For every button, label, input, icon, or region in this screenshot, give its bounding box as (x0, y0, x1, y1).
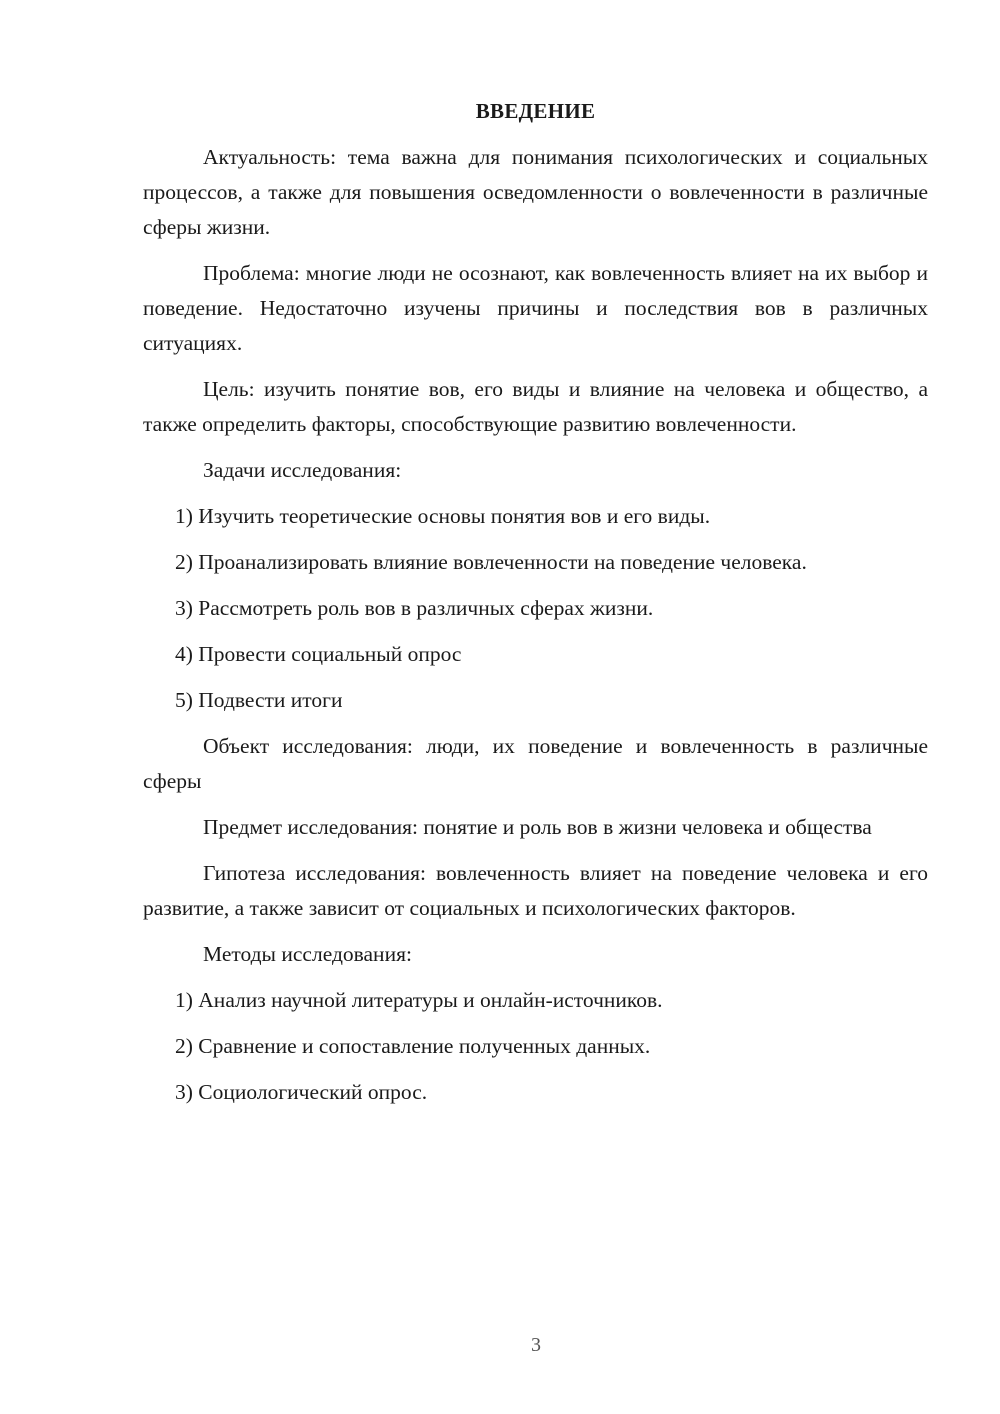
task-item: 2) Проанализировать влияние вовлеченности на поведение человека. (175, 550, 807, 574)
task-item: 4) Провести социальный опрос (175, 642, 462, 666)
task-item: 3) Рассмотреть роль вов в различных сферах жизни. (175, 596, 654, 620)
relevance-paragraph: Актуальность: тема важна для понимания психологических и социальных процессов, а также для повышения осведомленности о вовлеченности в различные сферы жизни. (143, 145, 928, 239)
section-title: ВВЕДЕНИЕ (475, 99, 596, 123)
object-paragraph: Объект исследования: люди, их поведение и вовлеченность в различные сферы (143, 734, 928, 793)
task-item: 5) Подвести итоги (175, 688, 343, 712)
task-item: 1) Изучить теоретические основы понятия вов и его виды. (175, 504, 711, 528)
methods-list (143, 983, 928, 1110)
hypothesis-paragraph: Гипотеза исследования: вовлеченность влияет на поведение человека и его развитие, а также зависит от социальных и психологических факторов. (143, 861, 928, 920)
tasks-heading: Задачи исследования: (203, 458, 402, 482)
method-item: 2) Сравнение и сопоставление полученных данных. (175, 1034, 651, 1058)
goal-paragraph: Цель: изучить понятие вов, его виды и влияние на человека и общество, а также определить факторы, способствующие развитию вовлеченности. (143, 377, 928, 436)
subject-paragraph: Предмет исследования: понятие и роль вов в жизни человека и общества (203, 815, 872, 839)
method-item: 3) Социологический опрос. (175, 1080, 428, 1104)
problem-paragraph: Проблема: многие люди не осознают, как вовлеченность влияет на их выбор и поведение. Недостаточно изучены причины и последствия вов в различных ситуациях. (143, 261, 928, 355)
page-number: 3 (531, 1334, 541, 1356)
page-content (143, 96, 928, 1121)
methods-heading: Методы исследования: (203, 942, 412, 966)
method-item: 1) Анализ научной литературы и онлайн-источников. (175, 988, 663, 1012)
tasks-list (143, 499, 928, 718)
